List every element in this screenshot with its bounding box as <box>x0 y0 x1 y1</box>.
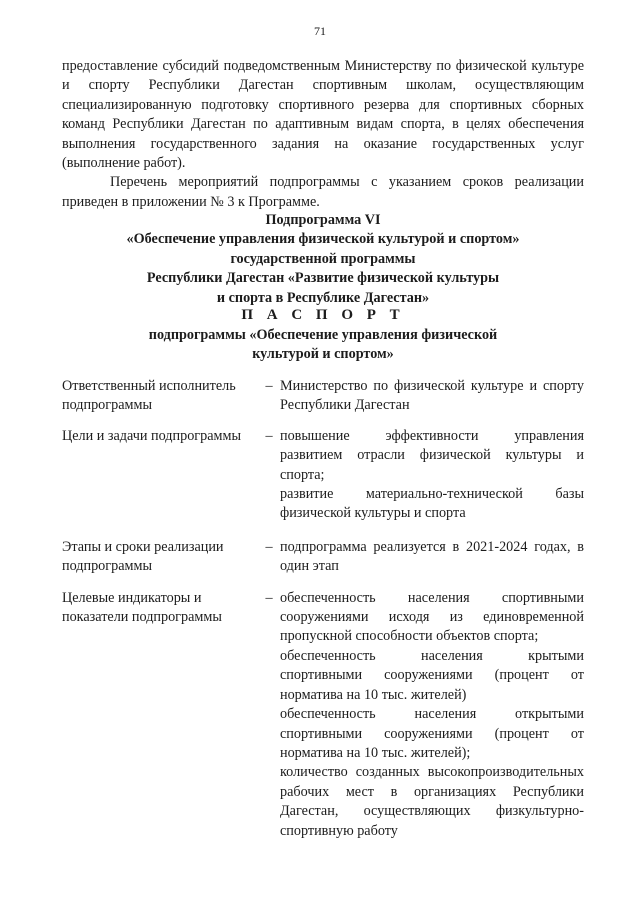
passport-value-item: обеспеченность населения крытыми спортивными сооружениями (процент от норматива на 10 тыс. жителей) <box>280 647 584 703</box>
passport-title: П А С П О Р Т <box>241 307 405 323</box>
passport-value-item: количество созданных высокопроизводительных рабочих мест в организациях Республики Дагестан, осуществляющих физкультурно-спортивную работу <box>280 764 584 839</box>
passport-row-dash: – <box>265 427 273 444</box>
passport-row <box>62 377 584 416</box>
subprogram-heading-line: и спорта в Республике Дагестан» <box>216 289 430 306</box>
passport-row-dash: – <box>265 378 273 394</box>
passport-row-dash: – <box>265 538 273 555</box>
subprogram-heading <box>60 211 586 308</box>
passport-row-value <box>280 538 584 577</box>
passport-value-item: подпрограмма реализуется в 2021-2024 годах, в один этап <box>280 538 584 575</box>
passport-value-item: обеспеченность населения открытыми спортивными сооружениями (процент от норматива на 10 тыс. жителей); <box>280 706 584 761</box>
subprogram-heading-line: «Обеспечение управления физической культурой и спортом» <box>126 231 520 248</box>
subprogram-heading-line: государственной программы <box>230 250 416 267</box>
passport-row-label: Этапы и сроки реализации подпрограммы <box>62 538 224 575</box>
page-number: 71 <box>314 24 326 38</box>
passport-value-item: развитие материально-технической базы физической культуры и спорта <box>280 486 584 522</box>
passport-row-label: Целевые индикаторы и показатели подпрограммы <box>62 589 222 626</box>
passport-row <box>62 427 584 524</box>
passport-row-label: Ответственный исполнитель подпрограммы <box>62 378 236 414</box>
passport-value-item: Министерство по физической культуре и спорту Республики Дагестан <box>280 378 584 414</box>
passport-row <box>62 589 584 841</box>
subprogram-heading-line: Республики Дагестан «Развитие физической культуры <box>146 270 500 287</box>
passport-subtitle-line: культурой и спортом» <box>252 346 394 363</box>
passport-row-label: Цели и задачи подпрограммы <box>62 427 241 444</box>
intro-paragraph-2: Перечень мероприятий подпрограммы с указанием сроков реализации приведен в приложении № 3 к Программе. <box>62 174 584 210</box>
passport-row-value <box>280 377 584 416</box>
subprogram-heading-line: Подпрограмма VI <box>265 212 381 228</box>
passport-subtitle-line: подпрограммы «Обеспечение управления физической <box>148 327 498 343</box>
passport-row <box>62 538 584 577</box>
intro-paragraph-1: предоставление субсидий подведомственным Министерству по физической культуре и спорту Республики Дагестан спортивным школам, осуществляющим специализированную подготовку спортивного резерва для спортивных сборных команд Республики Дагестан по адаптивным видам спорта, в целях обеспечения выполнения государственного задания на оказание государственных услуг (выполнение работ). <box>62 58 584 172</box>
passport-value-item: обеспеченность населения спортивными сооружениями исходя из единовременной пропускной способности объектов спорта; <box>280 589 584 645</box>
passport-table <box>62 377 584 852</box>
passport-row-value <box>280 427 584 524</box>
passport-subtitle <box>60 326 586 365</box>
intro-text <box>62 57 584 212</box>
passport-row-value <box>280 589 584 841</box>
passport-value-item: повышение эффективности управления развитием отрасли физической культуры и спорта; <box>280 427 584 483</box>
passport-row-dash: – <box>265 589 273 606</box>
